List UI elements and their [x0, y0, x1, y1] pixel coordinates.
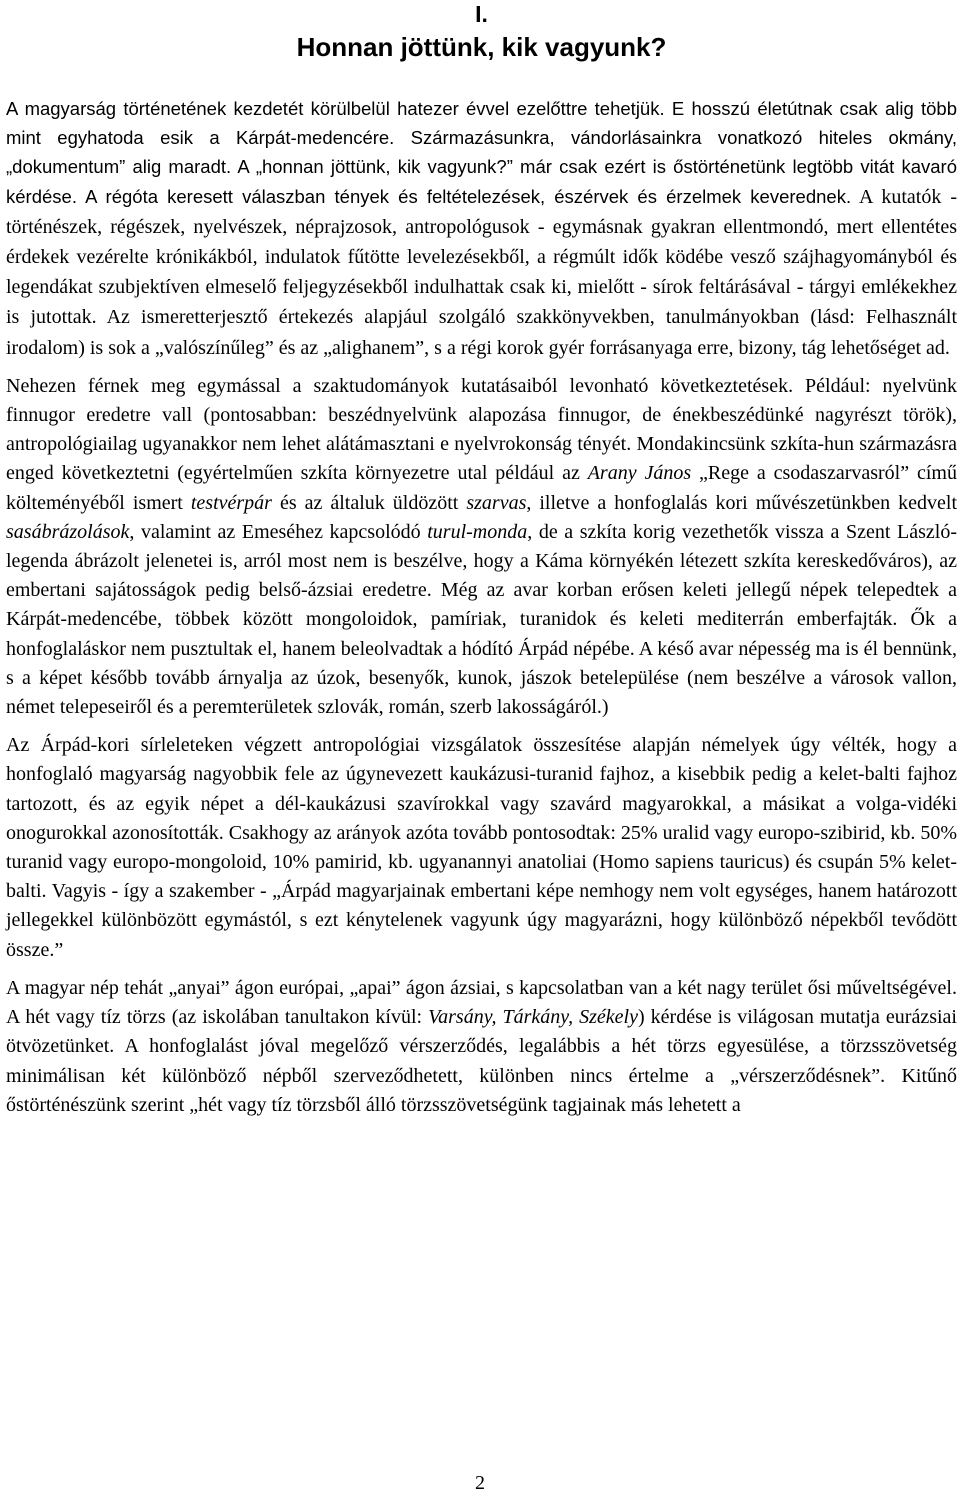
emphasis-tribes: Varsány, Tárkány, Székely	[428, 1006, 638, 1029]
page-number: 2	[475, 1472, 485, 1494]
paragraph-intro	[6, 94, 957, 363]
paragraph-intro-sans: A magyarság történetének kezdetét körülbelül hatezer évvel ezelőttre tehetjük. E hosszú életútnak csak alig több mint egyhatoda esik a Kárpát-medencére. Származásunkra, vándorlásainkra vonatkozó hiteles okmány, „dokumentum” alig maradt. A „honnan jöttünk, kik vagyunk?” már csak ezért is őstörténetünk legtöbb vitát kavaró kérdése. A régóta keresett válaszban tények és feltételezések, észérvek és érzelmek keverednek.	[6, 98, 957, 207]
emphasis-sasabrazolasok: sasábrázolások	[6, 520, 130, 543]
paragraph-sciences-b: „Rege a csodaszarvasról” című költeményéből ismert	[6, 462, 957, 514]
paragraph-origins	[6, 974, 957, 1120]
chapter-number: I.	[475, 1, 488, 27]
paragraph-anthropology: Az Árpád-kori sírleleteken végzett antropológiai vizsgálatok összesítése alapján némelyek úgy vélték, hogy a honfoglaló magyarság nagyobbik fele az úgynevezett kaukázusi-turanid fajhoz, a kisebbik pedig a kelet-balti fajhoz tartozott, és az egyik népet a dél-kaukázusi szavírokkal vagy szavárd magyarokkal, a másikat a volga-vidéki onogurokkal azonosították. Csakhogy az arányok azóta tovább pontosodtak: 25% uralid vagy europo-szibirid, kb. 50% turanid vagy europo-mongoloid, 10% pamirid, kb. ugyanannyi anatoliai (Homo sapiens tauricus) és csupán 5% kelet-balti. Vagyis - így a szakember - „Árpád magyarjainak embertani képe nemhogy nem volt egységes, hanem határozott jellegekkel különbözött egymástól, s ezt kénytelenek vagyunk úgy magyarázni, hogy különböző népekből tevődött össze.”	[6, 734, 957, 961]
paragraph-origins-a: A magyar nép tehát „anyai” ágon európai, „apai” ágon ázsiai, s kapcsolatban van a két nagy terület ősi műveltségével. A hét vagy tíz törzs (az iskolában tanultakon kívül:	[6, 976, 957, 1029]
paragraph-sciences-d: , illetve a honfoglalás kori művészetünkben kedvelt	[526, 491, 958, 514]
emphasis-szarvas: szarvas	[466, 491, 527, 514]
emphasis-testverpar: testvérpár	[190, 491, 272, 514]
paragraph-origins-b: ) kérdése is világosan mutatja eurázsiai ötvözetünket. A honfoglalást jóval megelőző vérszerződés, legalábbis a hét törzs egyesülése, a törzsszövetség minimálisan két különböző népből szerveződhetett, különben nincs értelme a „vérszerződésnek”. Kitűnő őstörténészünk szerint „hét vagy tíz törzsből álló törzsszövetségünk tagjainak más lehetett a	[6, 1006, 957, 1116]
paragraph-sciences	[6, 372, 957, 722]
paragraph-intro-serif: A kutatók - történészek, régészek, nyelvészek, néprajzosok, antropológusok - egymásnak gyakran ellentmondó, mert ellentétes érdekek vezérelte krónikákból, indulatok fűtötte levelezésekből, a régmúlt idők ködébe vesző szájhagyományból és legendákat szubjektíven elmeselő feljegyzésekből indulhattak csak ki, mielőtt - sírok feltárásával - tárgyi emlékekhez is jutottak. Az ismeretterjesztő értekezés alapjául szolgáló szakkönyvekben, tanulmányokban (lásd: Felhasznált irodalom) is sok a „valószínűleg” és az „alighanem”, s a régi korok gyér forrásanyaga erre, bizony, tág lehetőséget ad.	[6, 185, 957, 359]
paragraph-sciences-e: , valamint az Emeséhez kapcsolódó	[129, 520, 428, 543]
paragraph-sciences-f: , de a szkíta korig vezethetők vissza a Szent László-legenda ábrázolt jelenetei is, arról most nem is beszélve, hogy a Káma környékén létezett szkíta kereskedőváros), az embertani sajátosságok pedig belső-ázsiai eredetre. Még az avar korban erősen keleti jellegű népek telepedtek a Kárpát-medencébe, többek között mongoloidok, pamíriak, turanidok és keleti mediterrán emberfajták. Ők a honfoglaláskor nem pusztultak el, hanem beleolvadtak a hódító Árpád népébe. A késő avar népesség ma is él bennünk, s a képet később tovább árnyalja az úzok, besenyők, kunok, jászok betelepülése (nem beszélve a városok vallon, német telepeseiről és a peremterületek szlovák, román, szerb lakosságáról.)	[6, 520, 957, 719]
paragraph-sciences-a: Nehezen férnek meg egymással a szaktudományok kutatásaiból levonható következtetések. Például: nyelvünk finnugor eredetre vall (pontosabban: beszédnyelvünk alapozása finnugor, de énekbeszédünké nagyrészt török), antropológiailag ugyanakkor nem lehet alátámasztani e nyelvrokonság tényét. Mondakincsünk szkíta-hun származásra enged következtetni (egyértelműen szkíta környezetre utal például az	[6, 374, 957, 485]
chapter-title: Honnan jöttünk, kik vagyunk?	[296, 32, 667, 62]
document-page	[6, 0, 957, 1120]
paragraph-sciences-c: és az általuk üldözött	[271, 491, 467, 514]
emphasis-arany-janos: Arany János	[587, 462, 692, 485]
emphasis-turul-monda: turul-monda	[427, 520, 528, 543]
